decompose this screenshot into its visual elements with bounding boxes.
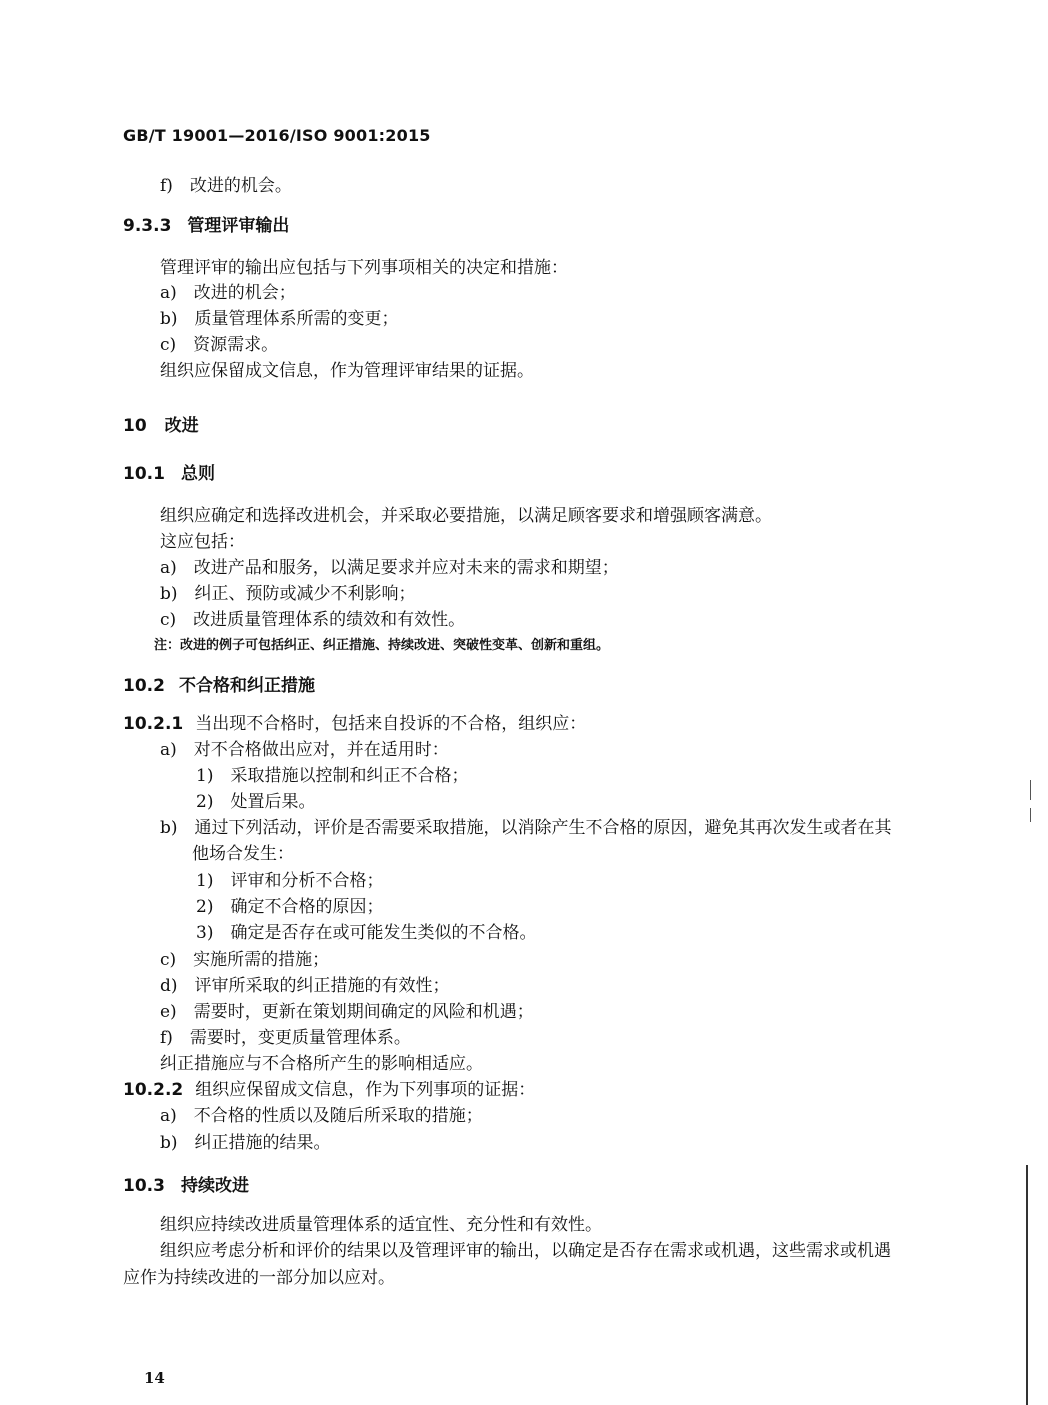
section-number: 9.3.3 xyxy=(123,216,172,236)
clause-number: 10.2.1 xyxy=(123,714,184,734)
paragraph: 组织应持续改进质量管理体系的适宜性、充分性和有效性。 xyxy=(160,1215,602,1235)
list-item: a) 改进的机会； xyxy=(160,283,296,303)
section-heading-10-2 xyxy=(123,676,315,696)
section-title: 持续改进 xyxy=(180,1176,249,1196)
document-header: GB/T 19001—2016/ISO 9001:2015 xyxy=(123,126,431,145)
list-item: b) 纠正、预防或减少不利影响； xyxy=(160,584,416,604)
list-item: a) 对不合格做出应对，并在适用时： xyxy=(160,740,449,760)
paragraph-continuation: 应作为持续改进的一部分加以应对。 xyxy=(123,1268,395,1288)
sub-list-item: 2) 处置后果。 xyxy=(196,792,316,812)
section-title: 不合格和纠正措施 xyxy=(178,676,315,696)
list-item: a) 不合格的性质以及随后所采取的措施； xyxy=(160,1106,483,1126)
section-number: 10.3 xyxy=(123,1176,165,1196)
clause-number: 10.2.2 xyxy=(123,1080,184,1100)
list-item: c) 资源需求。 xyxy=(160,335,279,355)
clause-text: 当出现不合格时，包括来自投诉的不合格，组织应： xyxy=(195,714,587,734)
paragraph: 纠正措施应与不合格所产生的影响相适应。 xyxy=(160,1054,483,1074)
section-heading-10-3 xyxy=(123,1176,249,1196)
note: 注：改进的例子可包括纠正、纠正措施、持续改进、突破性变革、创新和重组。 xyxy=(154,638,610,653)
list-item: d) 评审所采取的纠正措施的有效性； xyxy=(160,976,450,996)
section-title: 总则 xyxy=(180,464,215,484)
page-number: 14 xyxy=(144,1369,165,1387)
list-item: c) 实施所需的措施； xyxy=(160,950,330,970)
list-item: f) 改进的机会。 xyxy=(160,176,292,196)
clause-10-2-1 xyxy=(123,714,586,734)
scan-mark xyxy=(1030,808,1031,822)
paragraph: 组织应确定和选择改进机会，并采取必要措施，以满足顾客要求和增强顾客满意。 xyxy=(160,506,772,526)
section-number: 10 xyxy=(123,416,147,436)
section-heading-10-1 xyxy=(123,464,215,484)
section-heading-10 xyxy=(123,416,199,436)
clause-10-2-2 xyxy=(123,1080,535,1100)
list-item: b) 质量管理体系所需的变更； xyxy=(160,309,399,329)
scan-mark xyxy=(1030,780,1031,800)
section-number: 10.1 xyxy=(123,464,165,484)
section-number: 10.2 xyxy=(123,676,165,696)
list-item: b) 纠正措施的结果。 xyxy=(160,1133,331,1153)
list-item: b) 通过下列活动，评价是否需要采取措施，以消除产生不合格的原因，避免其再次发生或者在其 xyxy=(160,818,892,838)
list-item-continuation: 他场合发生： xyxy=(192,844,294,864)
section-title: 改进 xyxy=(164,416,199,436)
paragraph: 组织应保留成文信息，作为管理评审结果的证据。 xyxy=(160,361,534,381)
scan-edge-line xyxy=(1026,1165,1028,1405)
sub-list-item: 2) 确定不合格的原因； xyxy=(196,897,384,917)
list-item: a) 改进产品和服务，以满足要求并应对未来的需求和期望； xyxy=(160,558,619,578)
list-item: e) 需要时，更新在策划期间确定的风险和机遇； xyxy=(160,1002,534,1022)
list-item: f) 需要时，变更质量管理体系。 xyxy=(160,1028,411,1048)
list-item: c) 改进质量管理体系的绩效和有效性。 xyxy=(160,610,466,630)
section-title: 管理评审输出 xyxy=(187,216,290,236)
paragraph: 组织应考虑分析和评价的结果以及管理评审的输出，以确定是否存在需求或机遇，这些需求或机遇 xyxy=(160,1241,891,1261)
clause-text: 组织应保留成文信息，作为下列事项的证据： xyxy=(195,1080,536,1100)
paragraph: 这应包括： xyxy=(160,532,245,552)
paragraph: 管理评审的输出应包括与下列事项相关的决定和措施： xyxy=(160,258,568,278)
section-heading-9-3-3 xyxy=(123,216,289,236)
sub-list-item: 3) 确定是否存在或可能发生类似的不合格。 xyxy=(196,923,537,943)
sub-list-item: 1) 采取措施以控制和纠正不合格； xyxy=(196,766,469,786)
sub-list-item: 1) 评审和分析不合格； xyxy=(196,871,384,891)
